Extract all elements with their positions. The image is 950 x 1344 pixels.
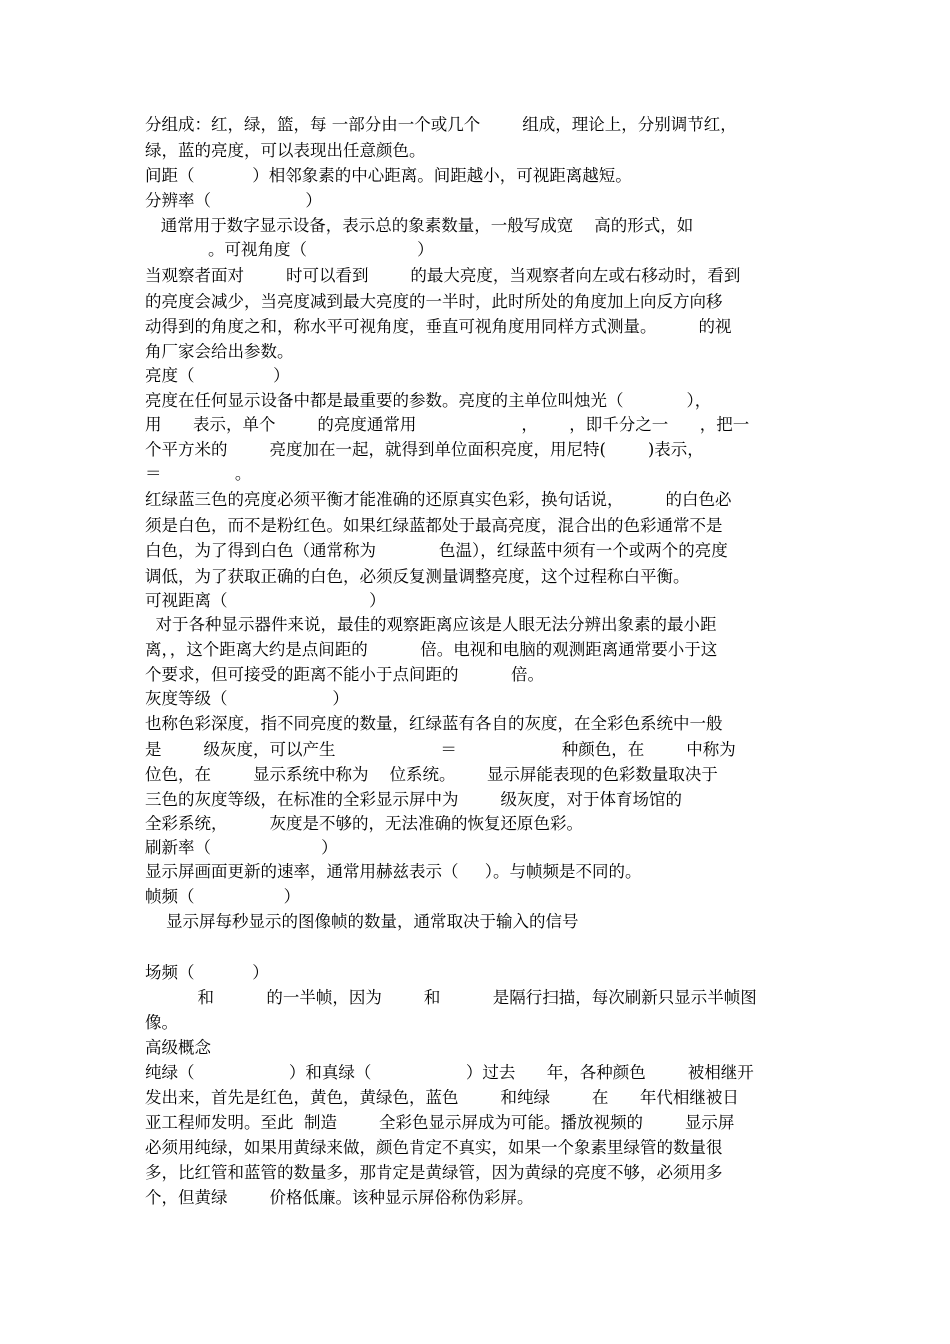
- section-heading: 分辨率（ ）: [145, 191, 322, 210]
- text-line: 绿，蓝的亮度，可以表现出任意颜色。: [145, 141, 426, 160]
- text-line: 像。: [145, 1013, 178, 1032]
- section-heading: 可视距离（ ）: [145, 591, 386, 610]
- text-line: 亮度在任何显示设备中都是最重要的参数。亮度的主单位叫烛光（ ），: [145, 391, 712, 410]
- text-line: 离，，这个距离大约是点间距的 倍。电视和电脑的观测距离通常要小于这: [145, 640, 718, 659]
- text-line: 多，比红管和蓝管的数量多，那肯定是黄绿管，因为黄绿的亮度不够，必须用多: [145, 1163, 723, 1182]
- text-line: 对于各种显示器件来说，最佳的观察距离应该是人眼无法分辨出象素的最小距: [145, 615, 717, 634]
- section-heading: 亮度（ ）: [145, 366, 290, 385]
- text-line: 。可视角度（ ）: [145, 240, 434, 259]
- text-line: 调低，为了获取正确的白色，必须反复测量调整亮度，这个过程称白平衡。: [145, 567, 690, 586]
- text-line: 个，但黄绿 价格低廉。该种显示屏俗称伪彩屏。: [145, 1188, 534, 1207]
- section-heading: 高级概念: [145, 1038, 211, 1057]
- text-line: 必须用纯绿，如果用黄绿来做，颜色肯定不真实，如果一个象素里绿管的数量很: [145, 1138, 723, 1157]
- section-heading: 场频（ ）: [145, 963, 269, 982]
- text-line: 位色，在 显示系统中称为 位系统。 显示屏能表现的色彩数量取决于: [145, 765, 718, 784]
- text-line: 角厂家会给出参数。: [145, 342, 294, 361]
- text-line: 白色，为了得到白色（通常称为 色温），红绿蓝中须有一个或两个的亮度: [145, 541, 728, 560]
- text-line: 亚工程师发明。至此 制造 全彩色显示屏成为可能。播放视频的 显示屏: [145, 1113, 735, 1132]
- text-line: 红绿蓝三色的亮度必须平衡才能准确的还原真实色彩，换句话说， 的白色必: [145, 490, 732, 509]
- section-heading: 灰度等级（ ）: [145, 689, 349, 708]
- text-line: 个要求，但可接受的距离不能小于点间距的 倍。: [145, 665, 544, 684]
- text-line: 是 级灰度，可以产生 ＝ 种颜色，在 中称为: [145, 740, 736, 759]
- text-line: 显示屏画面更新的速率，通常用赫兹表示（ ）。与帧频是不同的。: [145, 862, 642, 881]
- text-line: 用 表示，单个 的亮度通常用 ， ，即千分之一 ，把一: [145, 415, 750, 434]
- text-line: 显示屏每秒显示的图像帧的数量，通常取决于输入的信号: [145, 912, 579, 931]
- text-line: 通常用于数字显示设备，表示总的象素数量，一般写成宽 高的形式，如: [145, 216, 694, 235]
- text-line: 须是白色，而不是粉红色。如果红绿蓝都处于最高亮度，混合出的色彩通常不是: [145, 516, 723, 535]
- text-line: 分组成：红，绿，篮，每 一部分由一个或几个 组成，理论上，分别调节红，: [145, 115, 737, 134]
- text-line: 发出来，首先是红色，黄色，黄绿色，蓝色 和纯绿 在 年代相继被日: [145, 1088, 739, 1107]
- text-line: ＝ 。: [145, 464, 252, 483]
- text-line: 个平方米的 亮度加在一起，就得到单位面积亮度，用尼特( )表示，: [145, 440, 704, 459]
- text-line: 和 的一半帧，因为 和 是隔行扫描，每次刷新只显示半帧图: [145, 988, 757, 1007]
- text-line: 三色的灰度等级，在标准的全彩显示屏中为 级灰度，对于体育场馆的: [145, 790, 682, 809]
- text-line: 全彩系统， 灰度是不够的，无法准确的恢复还原色彩。: [145, 814, 583, 833]
- text-line: 间距（ ）相邻象素的中心距离。间距越小，可视距离越短。: [145, 166, 632, 185]
- text-line: 当观察者面对 时可以看到 的最大亮度，当观察者向左或右移动时，看到: [145, 266, 741, 285]
- section-heading: 帧频（ ）: [145, 887, 301, 906]
- section-heading: 刷新率（ ）: [145, 838, 338, 857]
- text-line: 纯绿（ ）和真绿（ ）过去 年，各种颜色 被相继开: [145, 1063, 754, 1082]
- text-line: 也称色彩深度，指不同亮度的数量，红绿蓝有各自的灰度，在全彩色系统中一般: [145, 714, 723, 733]
- text-line: 动得到的角度之和，称水平可视角度，垂直可视角度用同样方式测量。 的视: [145, 317, 732, 336]
- text-line: 的亮度会减少，当亮度减到最大亮度的一半时，此时所处的角度加上向反方向移: [145, 292, 723, 311]
